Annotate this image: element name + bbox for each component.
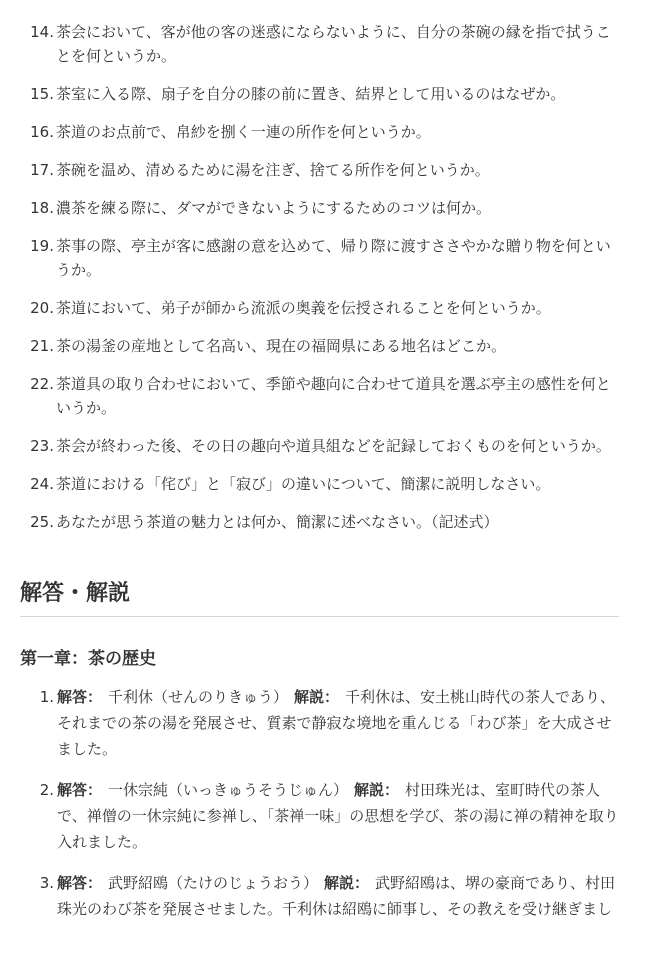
- explanation-text: 武野紹鴎は、堺の豪商であり、村田珠光のわび茶を発展させました。千利休は紹鴎に師事し、その教えを受け継ぎまし: [57, 874, 616, 918]
- question-item: [0, 510, 653, 534]
- answer-item: [0, 777, 653, 855]
- answer-number: 2.: [39, 781, 54, 799]
- answer-item: [0, 870, 653, 922]
- question-text: 茶事の際、亭主が客に感謝の意を込めて、帰り際に渡すささやかな贈り物を何というか。: [56, 237, 611, 279]
- question-text: 茶道具の取り合わせにおいて、季節や趣向に合わせて道具を選ぶ亭主の感性を何というか。: [56, 375, 611, 417]
- answer-number: 1.: [39, 688, 54, 706]
- explanation-label: 解説：: [294, 688, 340, 706]
- question-text: 濃茶を練る際に、ダマができないようにするためのコツは何か。: [56, 199, 492, 217]
- question-number: 21.: [30, 337, 54, 355]
- question-item: [0, 82, 653, 106]
- question-text: 茶道における「侘び」と「寂び」の違いについて、簡潔に説明しなさい。: [56, 475, 551, 493]
- question-item: [0, 120, 653, 144]
- section-title: 解答・解説: [20, 581, 131, 606]
- question-text: 茶室に入る際、扇子を自分の膝の前に置き、結界として用いるのはなぜか。: [56, 85, 566, 103]
- question-number: 14.: [30, 23, 54, 41]
- question-text: 茶碗を温め、清めるために湯を注ぎ、捨てる所作を何というか。: [56, 161, 490, 179]
- question-number: 20.: [30, 299, 54, 317]
- explanation-text: 千利休は、安土桃山時代の茶人であり、それまでの茶の湯を発展させ、質素で静寂な境地を重んじる「わび茶」を大成させました。: [57, 688, 616, 758]
- question-item: [0, 196, 653, 220]
- explanation-label: 解説：: [354, 781, 400, 799]
- answer-label: 解答：: [57, 781, 103, 799]
- question-item: [0, 334, 653, 358]
- question-item: [0, 20, 653, 68]
- chapter-title: 第一章：茶の歴史: [20, 649, 156, 669]
- question-text: 茶会において、客が他の客の迷惑にならないように、自分の茶碗の縁を指で拭うことを何というか。: [56, 23, 611, 65]
- section-divider: [20, 616, 619, 617]
- question-number: 22.: [30, 375, 54, 393]
- question-number: 17.: [30, 161, 54, 179]
- question-number: 18.: [30, 199, 54, 217]
- answer-text: 千利休（せんのりきゅう）: [108, 688, 289, 706]
- answer-text: 武野紹鴎（たけのじょうおう）: [108, 874, 319, 892]
- question-item: [0, 158, 653, 182]
- question-item: [0, 472, 653, 496]
- question-text: 茶会が終わった後、その日の趣向や道具組などを記録しておくものを何というか。: [56, 437, 611, 455]
- question-item: [0, 372, 653, 420]
- question-text: あなたが思う茶道の魅力とは何か、簡潔に述べなさい。（記述式）: [56, 513, 499, 531]
- question-number: 24.: [30, 475, 54, 493]
- question-item: [0, 234, 653, 282]
- answer-label: 解答：: [57, 688, 103, 706]
- question-item: [0, 296, 653, 320]
- question-number: 23.: [30, 437, 54, 455]
- question-text: 茶の湯釜の産地として名高い、現在の福岡県にある地名はどこか。: [56, 337, 507, 355]
- answer-item: [0, 684, 653, 762]
- question-text: 茶道のお点前で、帛紗を捌く一連の所作を何というか。: [56, 123, 431, 141]
- question-number: 16.: [30, 123, 54, 141]
- question-number: 25.: [30, 513, 54, 531]
- explanation-text: 村田珠光は、室町時代の茶人で、禅僧の一休宗純に参禅し、「茶禅一味」の思想を学び、茶の湯に禅の精神を取り入れました。: [57, 781, 619, 851]
- question-text: 茶道において、弟子が師から流派の奥義を伝授されることを何というか。: [56, 299, 551, 317]
- answer-number: 3.: [39, 874, 54, 892]
- answer-list: [0, 684, 653, 937]
- question-item: [0, 434, 653, 458]
- answer-text: 一休宗純（いっきゅうそうじゅん）: [108, 781, 349, 799]
- answer-label: 解答：: [57, 874, 103, 892]
- question-number: 15.: [30, 85, 54, 103]
- explanation-label: 解説：: [324, 874, 370, 892]
- question-number: 19.: [30, 237, 54, 255]
